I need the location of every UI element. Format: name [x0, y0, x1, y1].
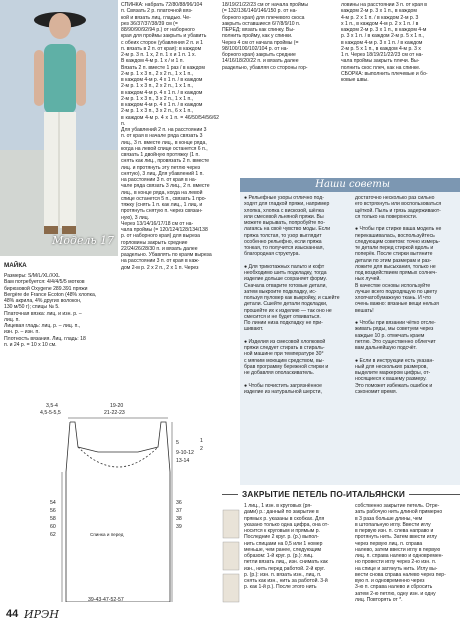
text-line: ПЕРЕД: вязать как спинку. Вы-: [222, 27, 295, 33]
dim-small-2: 2: [200, 446, 203, 452]
text-line: протянуть снятую п. через связан-: [121, 208, 203, 215]
text-line: СПИНКА: набрать 72/80/88/96/104: [121, 2, 203, 8]
tip-line: смесится и не будет отвиваться.: [244, 313, 321, 320]
text-line: собственно закрытие петель. Отре-: [355, 503, 440, 509]
tip-line: ● Рельефные узоры отлично под-: [244, 195, 324, 201]
tip-line: Это поможет избежать ошибок и: [355, 382, 433, 389]
text-line: борного края) для плечевого скоса: [222, 14, 305, 21]
dim-right-f: 39: [176, 524, 182, 530]
text-line: (= 132/136/140/146/150 р. от на-: [222, 8, 298, 15]
dim-left-b: 56: [50, 508, 56, 514]
text-line: тяжку (снять 1 п. как лиц., 1 лиц. и: [121, 202, 203, 208]
text-line: Плотность вязания. Лиц. гладь: 18: [4, 335, 86, 342]
tip-line: ● Чтобы при вязании чётко отсле-: [355, 320, 436, 326]
tip-line: В качестве основы используйте: [355, 282, 431, 289]
text-line: чале ряда связать 3 лиц., 2 п. вместе: [121, 183, 210, 190]
tip-line: лучше всего подходящую по цвету: [355, 288, 438, 295]
text-line: Через 4 см от начала проймы (=: [222, 39, 299, 46]
tip-line: можете вырывать, попробуйте по-: [244, 220, 325, 226]
page-number: 44: [6, 608, 19, 620]
tip-line: вам дальнейшую подсчёт.: [355, 345, 417, 351]
text-line: в каждом 4-м р. 3 x 1 п. / в каждом: [341, 39, 423, 46]
text-line: кой и вязать лиц. гладью. Че-: [121, 14, 191, 21]
text-line: дами) р.: данный по закрытие в: [244, 509, 319, 516]
text-line: п. и 24 р. = 10 x 10 см.: [4, 341, 57, 348]
text-line: 14/16/18/20/22 п. и вязать далее: [222, 58, 299, 65]
tip-line: необходимо шить подкладку, тогда: [244, 270, 327, 276]
tip-line: ный для нескольких размеров,: [355, 363, 428, 370]
tip-line: ложите для высыхания, только не: [355, 263, 436, 270]
text-line: Размеры: S/M/L/XL/XXL: [4, 273, 60, 279]
tip-line: шивают.: [244, 326, 264, 333]
dim-top-mid-2: 21-22-23: [104, 410, 125, 416]
tip-line: перекашивалась, воспользуйтесь: [355, 232, 435, 239]
tip-line: По линии низа подкладку не при-: [244, 320, 323, 326]
text-line: горловины закрыть средние: [121, 239, 188, 246]
tip-line: пряжи следует стирать в стираль-: [244, 345, 325, 351]
text-line: закрыть оставшиеся 6/7/8/9/10 п.: [222, 20, 301, 27]
tip-line: благородная структура.: [244, 251, 300, 258]
text-line: в каждом 4-м р. 4 x 1 п. / в каждом: [121, 77, 203, 83]
text-line: каждом 2-м р. 3 x 1 п., в каждом: [341, 8, 417, 15]
tips-column-b: [355, 195, 457, 395]
tip-line: поперёк. После стирки вытяните: [355, 251, 433, 258]
text-line: зать рабочую нить длиной примерно: [355, 509, 443, 516]
tip-line: сэкономит время.: [355, 388, 398, 395]
tip-line: или смесевой льняной пряжи. Вы: [244, 213, 324, 220]
text-line: лиц. п.: [4, 316, 20, 323]
text-line: 88/90/90/92/94 р.) от наборного: [121, 27, 195, 33]
text-line: чала проймы закрыть плечи. Вы-: [341, 58, 420, 65]
text-line: 22/24/26/28/30 п. и вязать далее: [121, 245, 198, 252]
text-line: 48% акрила, 4% других волокон,: [4, 298, 82, 304]
text-line: Для убавлений 2 п. на расстоянии 3: [121, 127, 207, 133]
tip-line: ных лучей.: [355, 276, 381, 283]
text-line: р. 3 x 1 п. / в каждом 2-м р. 5 x 1 п.,: [341, 33, 425, 40]
text-line: протянуть нить. Затем ввести иглу: [355, 534, 437, 541]
text-line: Вязать 2 п. вместе 1 раз / в каждом: [121, 64, 205, 71]
text-line: п. вязать в 2 п. от края): в каждом: [121, 45, 202, 52]
text-line: р. как 1-й р.). После этого нить: [244, 584, 317, 591]
text-line: Вам потребуется: 4/4/4/5/5 мотков: [4, 279, 85, 286]
text-line: петли вязать лиц., изн. снимать как: [244, 559, 328, 566]
text-line: когда на левой спице останется 6 п.,: [121, 145, 208, 152]
instructions-back: [121, 2, 219, 271]
tip-line: ● Для трикотажных пальто и кофт: [244, 263, 325, 270]
instructions-front: [222, 2, 338, 71]
tip-line: Сначала отварите готовые детали,: [244, 282, 327, 289]
closing-title-bar: [222, 486, 460, 502]
text-line: Bergère de France Ecoton (48% хлопка,: [4, 291, 97, 298]
text-line: лиц. Повторять от *.: [355, 596, 403, 603]
tip-line: изделие из натуральной шерсти,: [244, 388, 322, 395]
text-line: образом: 1-й круг. р. (р.): лиц.: [244, 553, 314, 559]
text-line: x 1 п., в каждом 4-м р. 2 x 1 п. / в: [341, 20, 419, 27]
tip-line: ● Чтобы почистить загрязнённое: [244, 382, 322, 389]
text-line: Лицевая гладь: лиц. р. – лиц. п.,: [4, 323, 81, 329]
closing-column-a: [244, 503, 350, 591]
text-line: ную), 3 лиц.: [121, 214, 150, 221]
tip-line: затем выкроите подкладку, ис-: [244, 288, 317, 295]
text-line: 2-м р. 1 x 3 п., 3 x 2 п., 6 x 1 п.,: [121, 108, 194, 115]
tip-line: пряжа толстая, то узор выглядит: [244, 232, 322, 239]
text-line: 2-м р. 3 п. 1 x, 2 п. 1 x и 1 п. 1 x.: [121, 52, 196, 58]
text-line: раздельно. Убавлять по краям выреза: [121, 252, 212, 258]
dim-left-c: 58: [50, 516, 56, 522]
text-line: В каждом 4-м р. 1 x / и 1 п.: [121, 58, 184, 65]
tip-line: ся только на поверхности.: [355, 213, 418, 220]
tip-line: ходят для гладкой пряжи, например: [244, 201, 330, 208]
tip-line: хлопчатобумажную ткань. И что: [355, 295, 431, 301]
dim-left-e: 62: [50, 532, 56, 538]
text-line: 1 лиц., 1 изн. в круговых (ря-: [244, 503, 312, 509]
text-line: на спице и затянуть нить. Иглу вы-: [355, 565, 438, 572]
tip-line: живать ряды, мы советуем через: [355, 326, 434, 333]
text-line: лиц. и протянуть эту петлю через: [121, 164, 201, 171]
text-line: связать 1 двойную протяжку (1 п.: [121, 152, 200, 158]
tip-line: следующим советом: точно измерь-: [355, 238, 441, 245]
dim-top-left: 3,5-4: [46, 403, 58, 409]
text-line: указано только одна цифра, она от-: [244, 521, 329, 528]
text-line: меньше, чем ранее, следующим: [244, 546, 322, 553]
tip-line: ● Если в инструкции есть указан-: [355, 357, 434, 364]
text-line: полнить скос плеч, как на спинке.: [341, 64, 421, 71]
text-line: полнить пройму, как у спинки.: [222, 33, 293, 40]
text-line: ловины на расстоянии 3 п. от края в: [341, 2, 427, 8]
closing-title: ЗАКРЫТИЕ ПЕТЕЛЬ ПО-ИТАЛЬЯНСКИ: [238, 489, 409, 499]
text-line: но провести иглу через 2-ю изн. п.: [355, 559, 437, 566]
tip-line: под воздействием прямых солнеч-: [355, 270, 437, 276]
text-line: прямых р. указаны в скобках. Для: [244, 515, 325, 522]
model-figure: [0, 0, 118, 256]
text-line: в каждом 4-м р. 4 x 1 п. = 46/50/54/56/62 п.: [121, 114, 219, 127]
text-line: в 3 раза больше длины, чем: [355, 515, 423, 522]
text-line: 4-м р. 2 x 1 п. / в каждом 2-м р. 3: [341, 14, 419, 21]
text-line: борного края) закрыть средние: [222, 52, 296, 58]
tip-line: носящиеся к вашему размеру.: [355, 376, 427, 383]
text-line: 1 п. Через 18/19/21/22/23 см от на-: [341, 52, 424, 58]
tip-line: петлю. Это существенно облегчит: [355, 338, 436, 345]
text-line: затем 2-ю петлю, одну изн. и одну: [355, 590, 436, 597]
tip-line: ной машине при температуре 30°: [244, 351, 324, 358]
text-line: налево, затем ввести иглу в первую: [355, 546, 441, 553]
tip-line: очень важно: вязаные вещи нельзя: [355, 301, 439, 308]
text-line: 2-м р. 1 x 3 п., 2 x 2 п., 1 x 1 п.,: [121, 83, 194, 90]
brand-name: ИРЭН: [24, 608, 60, 621]
text-line: в первую изн. п. слева направо и: [355, 528, 434, 534]
text-line: вую п. и одновременно через: [355, 578, 425, 584]
text-line: Платочная вязка: лиц. и изн. р. –: [4, 310, 82, 317]
tip-line: его встряхнуть или воспользоваться: [355, 201, 442, 208]
schematic-label: Спинка и перед: [90, 532, 124, 537]
text-line: Последние 2 круг. р. (р.) выпол-: [244, 534, 319, 541]
tip-line: детали по этим размерам и раз-: [355, 257, 432, 264]
tip-line: щёткой. Пыль и грязь задерживают-: [355, 207, 441, 214]
text-line: лиц., 3 п. вместе лиц., в конце ряда,: [121, 139, 207, 146]
dim-right-d: 37: [176, 508, 182, 514]
closing-column-b: [355, 503, 457, 603]
model-photo: [0, 0, 118, 256]
text-line: раздельно, убавляя со стороны гор-: [222, 64, 308, 71]
text-line: лиц. п. справа налево и одновремен-: [355, 553, 444, 559]
dim-top-mid: 19-20: [110, 403, 124, 409]
text-line: бирюзовой Oxygene 289.391 пряжи: [4, 285, 88, 292]
text-line: в штопальную иглу. Ввести иглу: [355, 521, 431, 528]
dim-right-b: 13-14: [176, 458, 190, 464]
text-line: п. Связать 2 р. платочной вяз-: [121, 8, 193, 15]
text-line: края для проймы закрыть и убавить: [121, 33, 207, 40]
text-line: снятую), 3 лиц. Для убавлений 1 п.: [121, 170, 204, 177]
garment-title: МАЙКА: [4, 262, 27, 269]
tip-line: с мягким моющим средством, вы-: [244, 357, 325, 364]
tip-line: детали. Сшейте детали подкладки,: [244, 301, 328, 308]
closing-illustrations: [222, 508, 240, 603]
left-column: [4, 262, 116, 348]
tip-line: ● Изделия из смесовой хлопковой: [244, 338, 326, 345]
dim-small-1: 1: [200, 438, 203, 444]
text-line: через первую лиц. п. справа: [355, 540, 423, 547]
text-line: носится к круговым и прямым р.: [244, 528, 320, 534]
text-line: чала проймы (= 120/124/128/134/138: [121, 227, 208, 233]
text-line: 2-м р. 1 x 3 п., 2 x 2 п., 1 x 1 п.,: [121, 70, 194, 77]
dim-top-left-2: 4,5-5-5,5: [40, 410, 61, 416]
text-line: изн., нить перед работой. 2-й круг.: [244, 565, 325, 572]
tips-heading: Наши советы: [315, 179, 390, 190]
text-line: 18/19/21/22/23 см от начала проймы: [222, 2, 309, 8]
text-line: Через 13/14/16/17/18 см от на-: [121, 220, 194, 227]
text-line: ковые швы.: [341, 77, 369, 83]
text-line: на расстоянии 3 п. от края в каж-: [121, 258, 200, 265]
tips-header-bar: [240, 178, 460, 192]
text-line: изн. р. – изн. п.: [4, 329, 40, 336]
text-line: 2-м р. 5 x 1 п., в каждом 4-м р. 3 x: [341, 45, 421, 52]
text-line: нить спицами на 0,5 или 1 номер: [244, 540, 323, 547]
text-line: 2-м р. 1 x 3 п., 3 x 2 п., 1 x 1 п.,: [121, 95, 194, 102]
dim-left-d: 60: [50, 524, 56, 530]
tip-line: не добавляя ополаскиватель.: [244, 370, 315, 376]
dim-left-a: 54: [50, 500, 56, 506]
tip-line: прошейте их к изделию — так оно не: [244, 307, 332, 314]
dim-right-c: 36: [176, 500, 182, 506]
tip-line: изделие дольше сохраняет форму.: [244, 276, 327, 283]
tip-line: достаточно несколько раз сильно: [355, 195, 435, 201]
dim-right-e: 38: [176, 516, 182, 522]
tip-line: лагаясь на своё чувство моды. Если: [244, 226, 331, 233]
text-line: рез 36/37/37/38/39 см (=: [121, 20, 178, 27]
text-line: снять как лиц., провязать 2 п. вместе: [121, 158, 210, 165]
text-line: лиц., в конце ряда, когда на левой: [121, 189, 203, 196]
text-line: снять как изн., нить за работой. 3-й: [244, 578, 328, 584]
tip-line: ● Чтобы при стирке ваша модель не: [355, 226, 442, 233]
text-line: р. (р.): изн. п. вязать изн., лиц. п.: [244, 571, 322, 578]
stitch-diagram-icon: [222, 508, 240, 603]
tip-line: вешать!: [355, 307, 374, 314]
tip-line: тонкая, то получится изысканная,: [244, 245, 324, 251]
dim-bottom: 39-43-47-52-57: [88, 597, 124, 603]
text-line: р. от наборного края) для выреза: [121, 233, 200, 240]
text-line: в каждом 4-м р. 4 x 1 п. / в каждом: [121, 102, 203, 108]
tips-column-a: [244, 195, 350, 395]
text-line: 130 м/50 г); спицы № 5.: [4, 304, 60, 311]
tip-line: выделите маркером цифры, от-: [355, 370, 431, 376]
instructions-assembly: [341, 2, 456, 83]
dim-right-a: 9-10-12: [176, 450, 194, 456]
text-line: дом 2-м р. 2 x 2 п., 2 x 1 п. Через: [121, 264, 199, 271]
tip-line: пользуя пуловер как выкройку, и сшейте: [244, 295, 340, 301]
text-line: на расстоянии 3 п. от края в на-: [121, 177, 197, 183]
text-line: спице останется 5 п., связать 1 про-: [121, 195, 207, 202]
tip-line: брав программу бережной стирки и: [244, 363, 329, 370]
materials-text: [4, 273, 116, 348]
text-line: 98/100/100/102/104 р. от на-: [222, 45, 289, 52]
tip-line: те детали перед стиркой вдоль и: [355, 245, 434, 251]
text-line: каждом 2-м р. 3 x 1 п., в каждом 4-м: [341, 27, 427, 33]
text-line: с обеих сторон (убавления 2 п. и 1: [121, 39, 203, 46]
text-line: в каждом 4-м р. 4 x 1 п. / в каждом: [121, 89, 203, 96]
text-line: 3-ю п. справа налево и сбросить: [355, 584, 433, 591]
tip-line: особенно рельефно, если пряжа: [244, 238, 322, 245]
tip-line: хлопка, хлопка с вискозой, шёлка: [244, 207, 324, 214]
text-line: СБОРКА: выполнить плечевые и бо-: [341, 70, 428, 77]
text-line: п. от края в начале ряда связать 3: [121, 133, 203, 140]
model-label: Модель 17: [52, 234, 114, 247]
tip-line: каждые 10 р. отмечать краем: [355, 332, 425, 339]
dim-right-top: 5: [176, 440, 179, 446]
text-line: вести снова справа налево через пер-: [355, 571, 446, 578]
